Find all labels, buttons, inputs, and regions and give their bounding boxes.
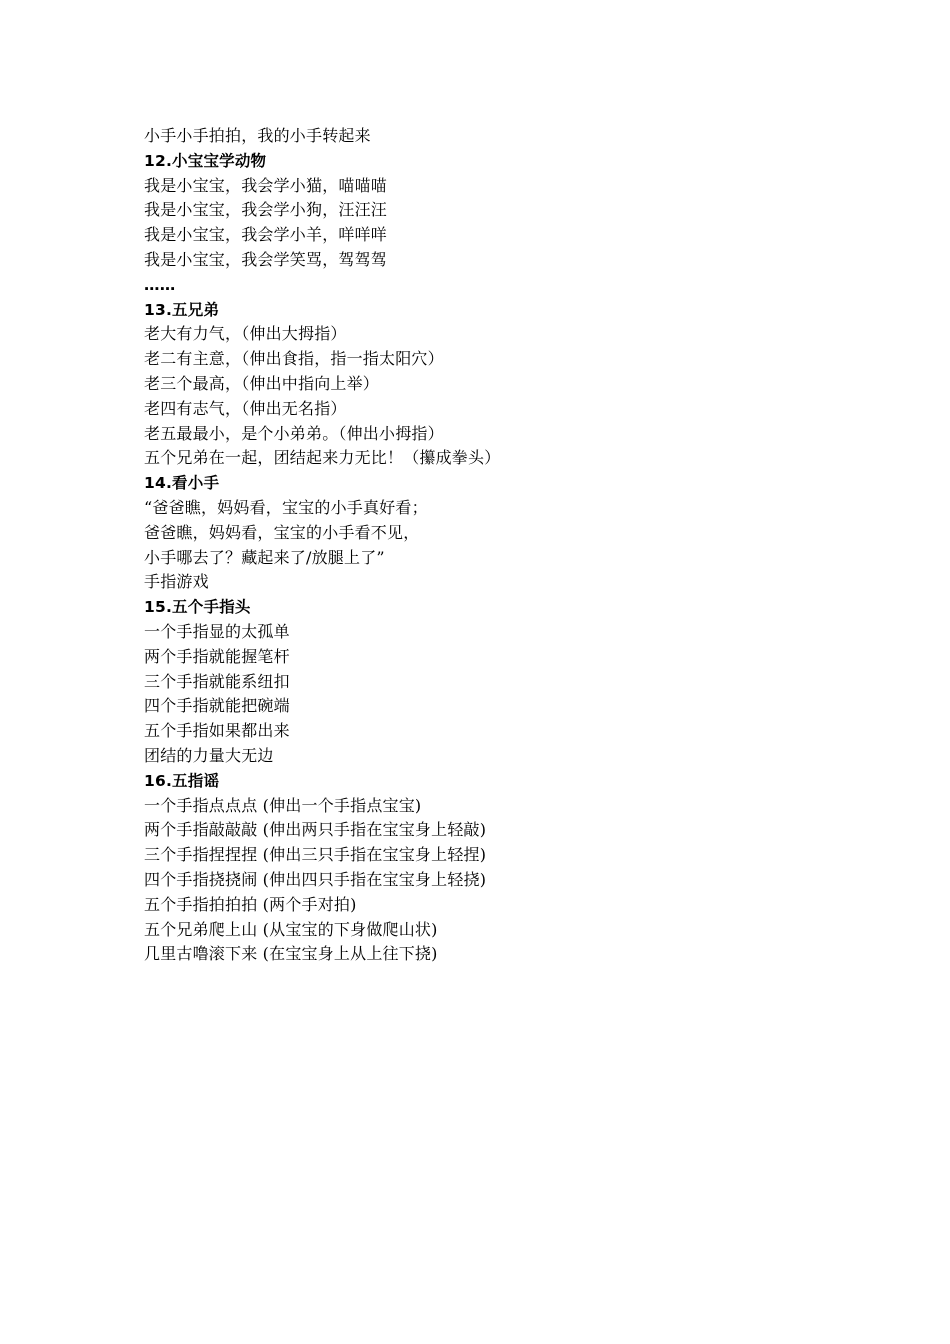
text-line: 小手小手拍拍，我的小手转起来 bbox=[144, 126, 371, 145]
text-line: 老五最最小，是个小弟弟。（伸出小拇指） bbox=[144, 423, 444, 443]
text-line: 五个手指拍拍拍 (两个手对拍) bbox=[144, 894, 357, 914]
text-line: 五个手指如果都出来 bbox=[144, 721, 290, 741]
text-line: 手指游戏 bbox=[144, 572, 209, 592]
text-line: 三个手指捏捏捏 (伸出三只手指在宝宝身上轻捏) bbox=[144, 845, 487, 865]
text-line: “爸爸瞧，妈妈看，宝宝的小手真好看； bbox=[144, 497, 428, 517]
section-heading: 14.看小手 bbox=[144, 474, 220, 493]
text-line: 我是小宝宝，我会学小羊，咩咩咩 bbox=[144, 225, 388, 245]
text-line: 团结的力量大无边 bbox=[144, 745, 274, 765]
text-line: 几里古噜滚下来 (在宝宝身上从上往下挠) bbox=[144, 944, 438, 964]
section-heading: 15.五个手指头 bbox=[144, 598, 251, 617]
text-line: 老三个最高，（伸出中指向上举） bbox=[144, 373, 380, 393]
text-line: 五个兄弟在一起，团结起来力无比！（攥成拳头） bbox=[144, 448, 501, 468]
section-heading: 13.五兄弟 bbox=[144, 300, 220, 319]
text-line: 老四有志气，（伸出无名指） bbox=[144, 398, 347, 418]
ellipsis-line: …… bbox=[144, 275, 176, 294]
text-line: 老二有主意，（伸出食指，指一指太阳穴） bbox=[144, 349, 444, 369]
text-line: 一个手指点点点 (伸出一个手指点宝宝) bbox=[144, 795, 422, 815]
document-page bbox=[144, 124, 844, 967]
section-heading: 16.五指谣 bbox=[144, 771, 220, 790]
text-line: 四个手指就能把碗端 bbox=[144, 696, 290, 716]
text-line: 三个手指就能系纽扣 bbox=[144, 671, 290, 691]
text-line: 一个手指显的太孤单 bbox=[144, 621, 290, 641]
text-line: 四个手指挠挠闹 (伸出四只手指在宝宝身上轻挠) bbox=[144, 869, 487, 889]
section-heading: 12.小宝宝学动物 bbox=[144, 151, 267, 170]
text-line: 老大有力气，（伸出大拇指） bbox=[144, 324, 347, 344]
text-line: 爸爸瞧，妈妈看，宝宝的小手看不见， bbox=[144, 522, 420, 542]
text-line: 两个手指就能握笔杆 bbox=[144, 646, 290, 666]
text-line: 五个兄弟爬上山 (从宝宝的下身做爬山状) bbox=[144, 919, 438, 939]
text-line: 我是小宝宝，我会学笑骂，驾驾驾 bbox=[144, 249, 388, 269]
text-line: 我是小宝宝，我会学小猫，喵喵喵 bbox=[144, 175, 388, 195]
text-line: 小手哪去了？藏起来了/放腿上了” bbox=[144, 547, 385, 567]
text-line: 两个手指敲敲敲 (伸出两只手指在宝宝身上轻敲) bbox=[144, 820, 487, 840]
text-line: 我是小宝宝，我会学小狗，汪汪汪 bbox=[144, 200, 388, 220]
